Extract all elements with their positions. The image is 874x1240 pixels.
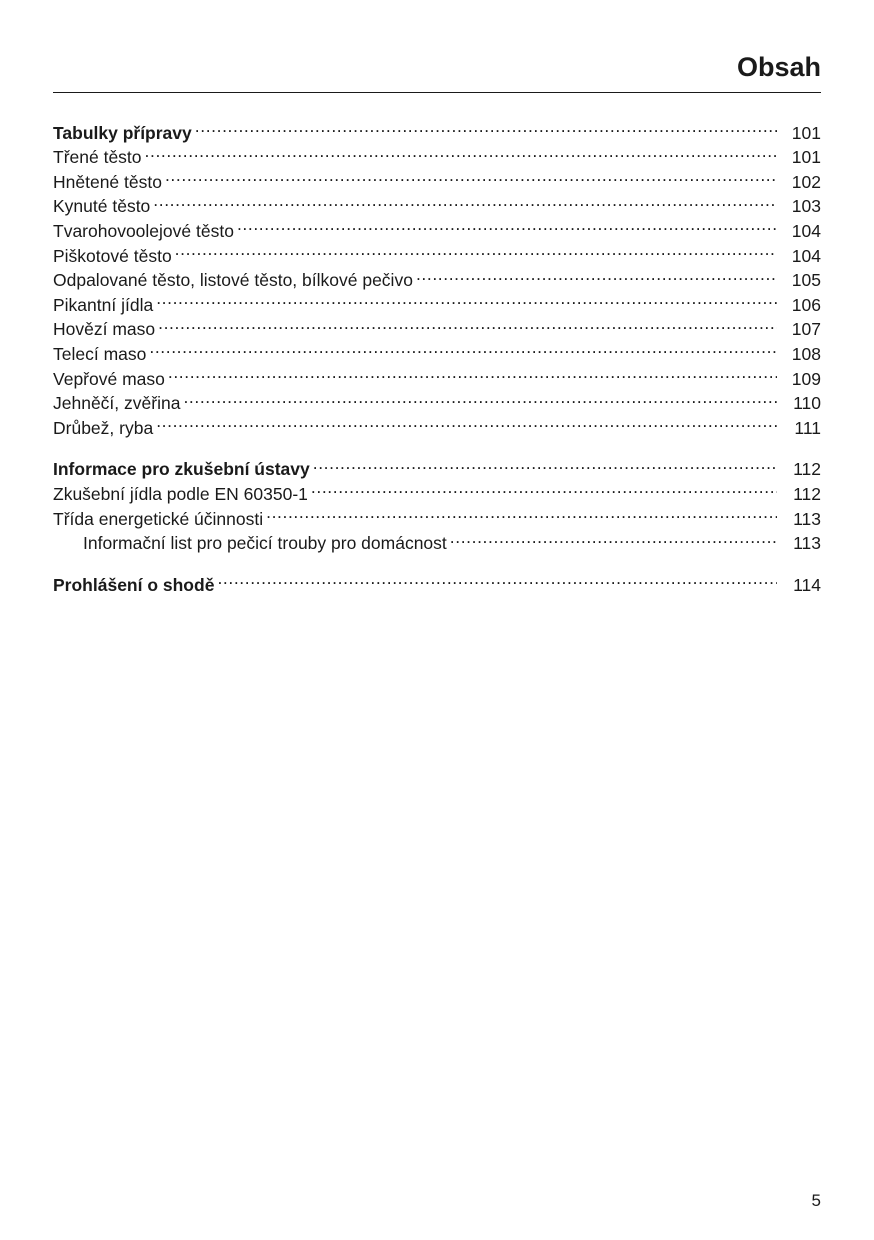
toc-dot-leader [183, 385, 777, 410]
toc-dot-leader [311, 475, 777, 500]
toc-section-testing-institutes [53, 451, 821, 554]
toc-entry-label: Tabulky přípravy [53, 122, 192, 143]
toc-entry-page: 113 [793, 508, 821, 529]
toc-entry-label: Pikantní jídla [53, 294, 154, 315]
toc-entry-hnetene-testo[interactable] [53, 163, 821, 192]
toc-entry-label: Třené těsto [53, 147, 142, 168]
toc-entry-jehneci-zverina[interactable] [53, 385, 821, 414]
toc-entry-label: Vepřové maso [53, 368, 165, 389]
toc-entry-label: Hnětené těsto [53, 171, 162, 192]
toc-entry-label: Telecí maso [53, 343, 147, 364]
toc-dot-leader [237, 212, 777, 237]
toc-entry-drubez-ryba[interactable] [53, 409, 821, 438]
toc-dot-leader [165, 163, 777, 188]
toc-entry-page: 112 [793, 459, 821, 480]
toc-entry-label: Jehněčí, zvěřina [53, 393, 181, 414]
table-of-contents [53, 114, 821, 608]
toc-dot-leader [195, 114, 777, 139]
toc-entry-label: Zkušební jídla podle EN 60350-1 [53, 483, 308, 504]
toc-entry-page: 113 [793, 533, 821, 554]
toc-dot-leader [175, 237, 777, 262]
toc-entry-page: 106 [791, 294, 821, 315]
toc-entry-page: 109 [791, 368, 821, 389]
toc-entry-tvarohovoolejove-testo[interactable] [53, 212, 821, 241]
toc-entry-veprove-maso[interactable] [53, 360, 821, 389]
toc-entry-page: 110 [793, 393, 821, 414]
toc-entry-label: Informace pro zkušební ústavy [53, 459, 310, 480]
toc-entry-trene-testo[interactable] [53, 139, 821, 168]
toc-dot-leader [156, 409, 777, 434]
toc-entry-label: Kynuté těsto [53, 196, 151, 217]
toc-entry-pikantni-jidla[interactable] [53, 286, 821, 315]
toc-entry-page: 112 [793, 483, 821, 504]
toc-dot-leader [313, 451, 777, 476]
toc-dot-leader [217, 566, 777, 591]
toc-entry-label: Odpalované těsto, listové těsto, bílkové pečivo [53, 270, 413, 291]
toc-dot-leader [149, 335, 777, 360]
toc-dot-leader [450, 525, 777, 550]
toc-entry-label: Prohlášení o shodě [53, 574, 215, 595]
toc-entry-prohlaseni-o-shode[interactable] [53, 566, 821, 595]
toc-entry-label: Tvarohovoolejové těsto [53, 220, 234, 241]
toc-entry-label: Informační list pro pečicí trouby pro domácnost [83, 533, 447, 554]
toc-dot-leader [153, 188, 777, 213]
toc-entry-hovezi-maso[interactable] [53, 311, 821, 340]
toc-entry-page: 103 [791, 196, 821, 217]
toc-section-preparation-tables [53, 114, 821, 438]
toc-dot-leader [266, 500, 777, 525]
toc-entry-teleci-maso[interactable] [53, 335, 821, 364]
title-divider [53, 92, 821, 93]
toc-entry-page: 111 [794, 417, 821, 438]
toc-entry-page: 114 [793, 574, 821, 595]
toc-entry-page: 102 [791, 171, 821, 192]
toc-dot-leader [168, 360, 777, 385]
toc-entry-page: 104 [791, 220, 821, 241]
toc-dot-leader [156, 286, 777, 311]
toc-entry-page: 107 [791, 319, 821, 340]
toc-section-declaration [53, 566, 821, 595]
toc-entry-page: 105 [791, 270, 821, 291]
page-title: Obsah [736, 52, 821, 82]
toc-entry-label: Piškotové těsto [53, 245, 172, 266]
page-number: 5 [811, 1191, 821, 1210]
toc-entry-kynute-testo[interactable] [53, 188, 821, 217]
toc-entry-label: Třída energetické účinnosti [53, 508, 264, 529]
toc-entry-page: 101 [791, 147, 821, 168]
toc-entry-page: 108 [791, 343, 821, 364]
toc-entry-informace-pro-zkusebni-ustavy[interactable] [53, 451, 821, 480]
toc-entry-tabulky-pripravy[interactable] [53, 114, 821, 143]
toc-dot-leader [145, 139, 777, 164]
toc-entry-page: 104 [791, 245, 821, 266]
toc-dot-leader [158, 311, 777, 336]
toc-entry-label: Hovězí maso [53, 319, 156, 340]
toc-dot-leader [416, 262, 777, 287]
toc-entry-label: Drůbež, ryba [53, 417, 154, 438]
toc-entry-page: 101 [791, 122, 821, 143]
